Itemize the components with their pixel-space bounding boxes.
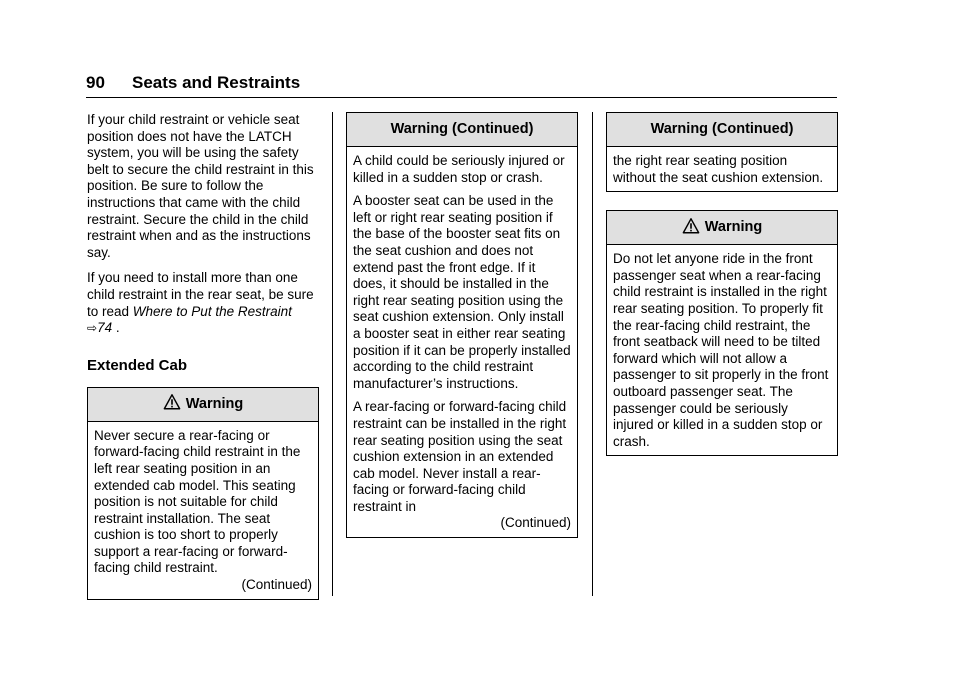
warning-text: Never secure a rear-facing or forward-facing child restraint in the left rear seating position in an extended cab model. This seating position is not suitable for child restraint installation. The seat cushion is too short to properly support a rear-facing or forward-facing child restraint. (94, 427, 301, 576)
warning-text: A booster seat can be used in the left or right rear seating position if the base of the booster seat fits on the seat cushion and does not extend past the front edge. If it does, it should be installed in the right rear seating position using the seat cushion extension. Only install a booster seat in either rear seating position if it can be properly installed according to the child restraint manufacturer’s instructions. (353, 193, 571, 391)
warning-box-continued (606, 112, 838, 192)
warning-box-body (347, 147, 577, 537)
section-title: Seats and Restraints (132, 73, 301, 92)
column-2 (346, 112, 578, 538)
warning-box-header (347, 113, 577, 147)
subheading: Extended Cab (87, 356, 188, 374)
warning-title: Warning (704, 219, 763, 236)
warning-triangle-icon (163, 393, 181, 411)
page-header (86, 72, 837, 96)
warning-box (606, 210, 838, 456)
column-divider-2 (592, 112, 593, 596)
warning-title: Warning (Continued) (650, 121, 794, 138)
para-end: . (112, 320, 120, 336)
warning-box-header (607, 113, 837, 147)
warning-text: A rear-facing or forward-facing child restraint can be installed in the right rear seating position using the seat cushion extension in an extended cab model. Never install a rear-facing or forward-facing child restraint in (353, 399, 567, 514)
warning-box-body (607, 245, 837, 455)
continued-label: (Continued) (500, 515, 571, 531)
warning-text: A child could be seriously injured or killed in a sudden stop or crash. (353, 153, 565, 185)
column-3 (606, 112, 838, 456)
page-number: 90 (86, 73, 105, 92)
warning-triangle-icon (682, 217, 700, 235)
warning-box-header (607, 211, 837, 245)
warning-box (87, 387, 319, 600)
warning-title: Warning (185, 395, 244, 412)
warning-box-header (88, 388, 318, 422)
warning-box-continued (346, 112, 578, 538)
page-reference-arrow-icon: ⇨ (87, 321, 98, 336)
header-divider (86, 97, 837, 98)
warning-box-body (607, 147, 837, 191)
warning-box-body (88, 422, 318, 599)
warning-text: the right rear seating position without the seat cushion extension. (613, 153, 824, 185)
warning-text: Do not let anyone ride in the front passenger seat when a rear-facing child restraint is installed in the right rear seating position. To properly fit the rear-facing child restraint, the front seatback will need to be tilted forward which will not allow a passenger to sit properly in the front outboard passenger seat. The passenger could be seriously injured or killed in a sudden stop or crash. (613, 251, 829, 449)
cross-reference-page[interactable]: 74 (97, 320, 113, 336)
column-divider-1 (332, 112, 333, 596)
column-1 (87, 112, 319, 600)
para-text: If you need to install more than one child restraint in the rear seat, be sure to read (87, 270, 314, 319)
continued-label: (Continued) (241, 577, 312, 593)
warning-title: Warning (Continued) (390, 121, 534, 138)
body-paragraph: If your child restraint or vehicle seat position does not have the LATCH system, you will be using the safety belt to secure the child restraint in this position. Be sure to follow the instructions that came with the child restraint. Secure the child in the child restraint when and as the instructions say. (87, 112, 314, 260)
body-paragraph-cross-reference (87, 270, 319, 336)
cross-reference-link[interactable]: Where to Put the Restraint (132, 303, 292, 319)
